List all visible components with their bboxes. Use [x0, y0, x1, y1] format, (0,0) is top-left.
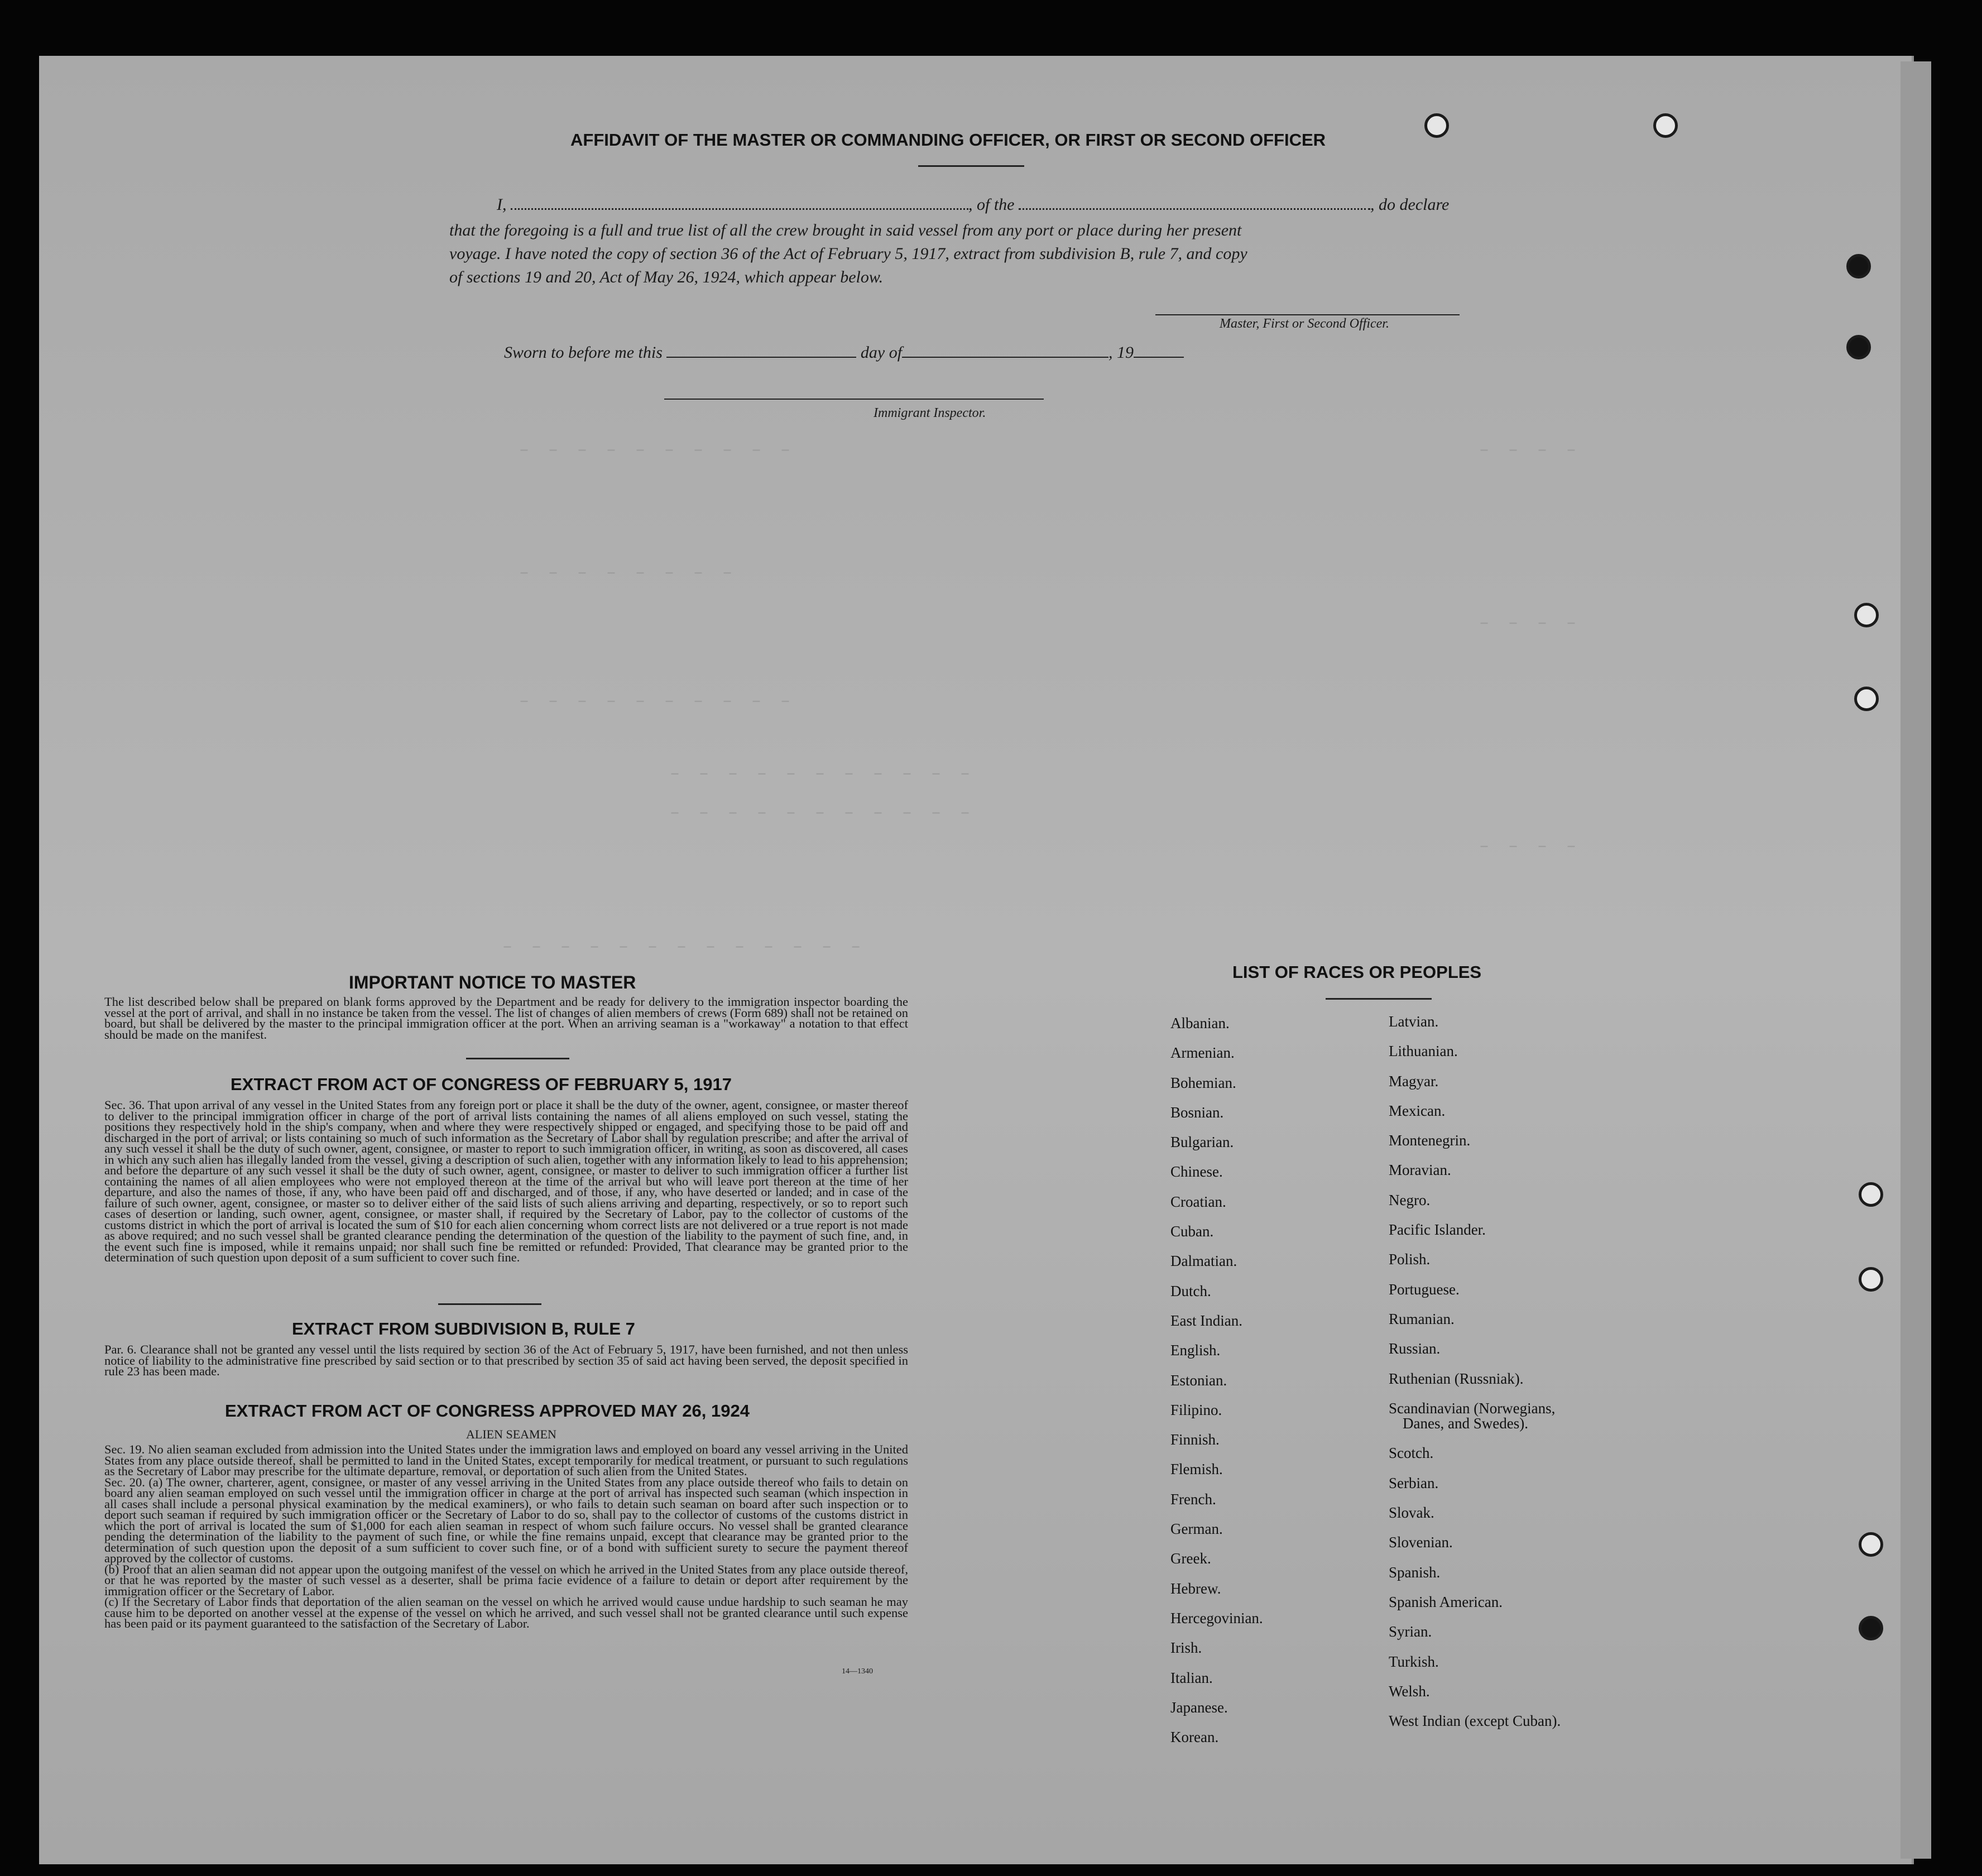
declaration-of-the: , of the [968, 195, 1015, 214]
affidavit-body [449, 219, 1493, 289]
declaration-i: I, [497, 195, 507, 214]
affidavit-title: AFFIDAVIT OF THE MASTER OR COMMANDING OFFICER, OR FIRST OR SECOND OFFICER [570, 130, 1326, 150]
race-item: Italian. [1170, 1669, 1213, 1686]
sec-20c-paragraph: (c) If the Secretary of Labor finds that deportation of the alien seaman on the vessel on which he arrived would cause undue hardship to such seaman he may cause him to be deported on another vessel at the expense of the vessel on which he arrived, and such vessel shall not be granted clearance until such expense has been paid or its payment guaranteed to the satisfaction of the Secretary of Labor. [104, 1595, 908, 1630]
race-item: Spanish American. [1389, 1593, 1503, 1610]
race-item: English. [1170, 1342, 1221, 1359]
race-item: Bohemian. [1170, 1074, 1236, 1091]
race-item: Montenegrin. [1389, 1132, 1471, 1149]
race-item: Hercegovinian. [1170, 1609, 1263, 1626]
race-item: German. [1170, 1520, 1223, 1538]
race-item: Magyar. [1389, 1072, 1439, 1090]
race-item: Croatian. [1170, 1193, 1226, 1210]
affidavit-body-line: that the foregoing is a full and true list of all the crew brought in said vessel from any port or place during her present [449, 221, 1242, 239]
notice-title: IMPORTANT NOTICE TO MASTER [349, 972, 636, 992]
race-item: Albanian. [1170, 1015, 1230, 1031]
divider-line [466, 1058, 569, 1059]
race-item: Turkish. [1389, 1653, 1439, 1670]
position-blank[interactable] [1019, 205, 1370, 210]
race-item: Russian. [1389, 1340, 1441, 1357]
race-item: Negro. [1389, 1191, 1431, 1208]
race-item: Filipino. [1170, 1401, 1222, 1418]
divider-line [918, 165, 1024, 167]
sworn-prefix: Sworn to before me this [504, 343, 663, 362]
race-item: Ruthenian (Russniak). [1389, 1370, 1524, 1387]
race-item: Estonian. [1170, 1371, 1227, 1389]
race-item: Finnish. [1170, 1431, 1220, 1448]
notice-body: The list described below shall be prepared on blank forms approved by the Department and be ready for delivery to the immigration inspector boarding the vessel at the port of arrival, and shall in no instance be taken from the vessel. The list of changes of alien members of crews (Form 689) shall not be retained on board, but shall be delivered by the master to the principal immigration officer at the port. When an arriving seaman is a "workaway" a notation to that effect should be made on the manifest. [104, 995, 908, 1042]
race-item: Scandinavian (Norwegians, [1389, 1399, 1556, 1417]
race-item: Flemish. [1170, 1461, 1223, 1478]
binder-hole-icon [1859, 1182, 1883, 1207]
sworn-year: , 19 [1108, 343, 1134, 362]
sec-20b-paragraph: (b) Proof that an alien seaman did not appear upon the outgoing manifest of the vessel on which he arrived in the United States from any place outside thereof, or that he was reported by the master of such vessel as a deserter, shall be prima facie evidence of a failure to detain or deport after requirement by the immigration officer or the Secretary of Labor. [104, 1562, 908, 1598]
race-item: Dutch. [1170, 1282, 1211, 1299]
inspector-signature-line[interactable] [664, 399, 1044, 400]
race-item: Serbian. [1389, 1474, 1439, 1491]
binder-hole-icon [1854, 603, 1879, 627]
divider-line [1326, 998, 1432, 1000]
sec-20a-paragraph: Sec. 20. (a) The owner, charterer, agent, consignee, or master of any vessel arriving in the United States from any place outside thereof who fails to detain on board any alien seaman employed on such vessel until the immigration officer in charge at the port of arrival has inspected such seaman (which inspection in all cases shall include a personal physical examination by the medical examiners), or who fails to detain such seaman on board after such inspection or to deport such seaman if required by such immigration officer or the Secretary of Labor to do so, shall pay to the collector of customs of the customs district in which the port of arrival is located the sum of $1,000 for each alien seaman in respect of whom such failure occurs. No vessel shall be granted clearance pending the determination of the liability to the payment of such fine, or while the fine remains unpaid, except that clearance may be granted prior to the determination of such question upon the deposit of a sum sufficient to cover such fine, or of a bond with sufficient surety to secure the payment thereof approved by the collector of customs. [104, 1475, 908, 1565]
race-item: Irish. [1170, 1639, 1202, 1657]
divider-line [438, 1303, 541, 1305]
sworn-month-blank[interactable] [902, 353, 1108, 358]
race-item: Welsh. [1389, 1682, 1430, 1700]
race-item: Danes, and Swedes). [1403, 1415, 1528, 1432]
race-item: Slovak. [1389, 1504, 1434, 1522]
sworn-day: day of [860, 343, 903, 362]
race-item: Spanish. [1389, 1563, 1441, 1581]
race-item: Chinese. [1170, 1163, 1223, 1181]
binder-hole-icon [1846, 254, 1871, 279]
race-item: Japanese. [1170, 1699, 1228, 1716]
affidavit-body-line: voyage. I have noted the copy of section 36 of the Act of February 5, 1917, extract from subdivision B, rule 7, and copy [449, 244, 1247, 263]
race-item: Armenian. [1170, 1044, 1235, 1062]
master-caption: Master, First or Second Officer. [1220, 316, 1389, 331]
binder-hole-icon [1854, 687, 1879, 711]
race-item: Rumanian. [1389, 1310, 1455, 1327]
master-signature-line[interactable] [1155, 314, 1460, 315]
races-column-2 [1389, 1014, 1561, 1743]
underlying-page-edge [1901, 61, 1931, 1859]
race-item: Dalmatian. [1170, 1253, 1237, 1270]
binder-hole-icon [1653, 113, 1678, 138]
act-1917-body: Sec. 36. That upon arrival of any vessel in the United States from any foreign port or place it shall be the duty of the owner, agent, consignee, or master thereof to deliver to the principal immigration officer in charge of the port of arrival lists containing the names of all aliens employed on such vessel, stating the positions they respectively hold in the ship's company, when and where they were respectively shipped or engaged, and specifying those to be paid off and discharged in the port of arrival; or lists containing so much of such information as the Secretary of Labor shall by regulation prescribe; and after the arrival of any such vessel it shall be the duty of such owner, agent, consignee, or master to report to such immigration officer, in writing, as soon as discovered, all cases in which any such alien has illegally landed from the vessel, giving a description of such alien, together with any information likely to lead to his apprehension; and before the departure of any such vessel it shall be the duty of such owner, agent, consignee, or master to deliver to such immigration officer a further list containing the names of all alien employees who were not employed thereon at the time of the arrival but who will leave port thereon at the time of her departure, and also the names of those, if any, who have been paid off and discharged, and of those, if any, who have deserted or landed; and in case of the failure of such owner, agent, consignee, or master so to deliver either of the said lists of such aliens arriving and departing, respectively, or so to report such cases of desertion or landing, such owner, agent, consignee, or master shall, if required by the Secretary of Labor, pay to the collector of customs of the customs district in which the port of arrival is located the sum of $10 for each alien concerning whom correct lists are not delivered or a true report is not made as above required; and no such vessel shall be granted clearance pending the determination of the question of the liability to the payment of such fine, and, in the event such fine is imposed, while it remains unpaid; nor shall such fine be remitted or refunded: Provided, That clearance may be granted prior to the determination of such question upon deposit of a sum sufficient to cover such fine. [104, 1098, 908, 1264]
sec-19-paragraph: Sec. 19. No alien seaman excluded from admission into the United States under the immigration laws and employed on board any vessel arriving in the United States from any place outside thereof, shall be permitted to land in the United States, except temporarily for medical treatment, or pursuant to such regulations as the Secretary of Labor may prescribe for the ultimate departure, removal, or deportation of such alien from the United States. [104, 1442, 908, 1478]
race-item: Greek. [1170, 1550, 1211, 1567]
race-item: Bulgarian. [1170, 1134, 1234, 1151]
sworn-line [504, 343, 1184, 362]
race-item: Scotch. [1389, 1445, 1434, 1462]
races-column-1 [1170, 1016, 1263, 1759]
race-item: Syrian. [1389, 1623, 1432, 1640]
race-item: Moravian. [1389, 1162, 1451, 1179]
name-blank[interactable] [511, 205, 968, 210]
declaration-line [497, 195, 1449, 214]
race-item: Cuban. [1170, 1223, 1214, 1240]
race-item: Polish. [1389, 1251, 1431, 1268]
race-item: Bosnian. [1170, 1103, 1224, 1121]
binder-hole-icon [1859, 1267, 1883, 1292]
form-number: 14—1340 [842, 1667, 873, 1676]
race-item: Slovenian. [1389, 1534, 1453, 1551]
races-title: LIST OF RACES OR PEOPLES [1232, 962, 1482, 982]
race-item: East Indian. [1170, 1312, 1242, 1329]
binder-hole-icon [1859, 1616, 1883, 1640]
declaration-end: , do declare [1370, 195, 1450, 214]
race-item: Latvian. [1389, 1013, 1439, 1030]
race-item: Pacific Islander. [1389, 1221, 1486, 1239]
sworn-year-blank[interactable] [1134, 353, 1184, 358]
binder-hole-icon [1859, 1532, 1883, 1557]
race-item: Hebrew. [1170, 1580, 1221, 1597]
act-1917-title: EXTRACT FROM ACT OF CONGRESS OF FEBRUARY 5, 1917 [231, 1074, 732, 1094]
act-1924-title: EXTRACT FROM ACT OF CONGRESS APPROVED MAY 26, 1924 [225, 1401, 750, 1421]
rule-7-body: Par. 6. Clearance shall not be granted any vessel until the lists required by section 36 of the Act of February 5, 1917, have been furnished, and not then unless notice of liability to the administrative fine prescribed by said section or to that prescribed by section 35 of said act having been served, the deposit specified in rule 23 has been made. [104, 1342, 908, 1378]
race-item: Korean. [1170, 1729, 1219, 1746]
sworn-day-blank[interactable] [666, 353, 856, 358]
rule-7-title: EXTRACT FROM SUBDIVISION B, RULE 7 [292, 1319, 635, 1338]
act-1924-subtitle: ALIEN SEAMEN [466, 1427, 556, 1441]
binder-hole-icon [1424, 113, 1449, 138]
race-item: Lithuanian. [1389, 1043, 1458, 1060]
race-item: French. [1170, 1490, 1216, 1508]
inspector-caption: Immigrant Inspector. [874, 406, 986, 420]
race-item: Mexican. [1389, 1102, 1446, 1119]
affidavit-body-line: of sections 19 and 20, Act of May 26, 1924, which appear below. [449, 268, 884, 286]
race-item: Portuguese. [1389, 1280, 1460, 1298]
binder-hole-icon [1846, 335, 1871, 359]
act-1924-body [104, 1444, 908, 1629]
race-item: West Indian (except Cuban). [1389, 1712, 1561, 1730]
